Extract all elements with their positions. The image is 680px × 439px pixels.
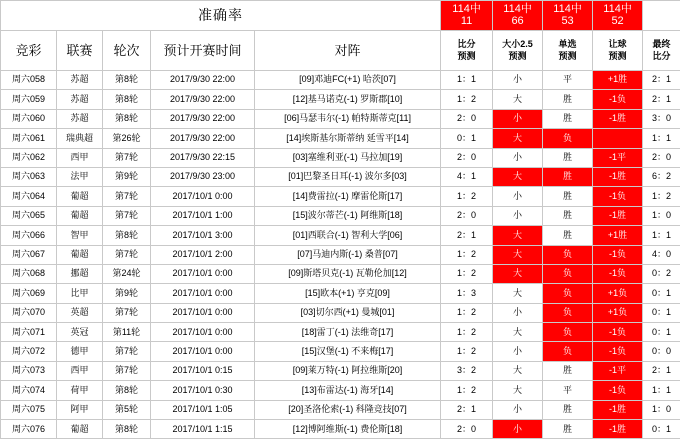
cell-single-prediction: 胜	[543, 206, 593, 225]
cell-over-under-prediction: 大	[493, 381, 543, 400]
cell-score-prediction: 2：1	[441, 226, 493, 245]
cell-final-score: 0：2	[643, 264, 680, 283]
cell-kickoff-time: 2017/10/1 0:00	[151, 284, 255, 303]
accuracy-count-2: 53	[543, 16, 592, 28]
cell-round: 第8轮	[103, 420, 151, 439]
table-row[interactable]	[1, 284, 680, 303]
cell-handicap-prediction: -1负	[593, 90, 643, 109]
cell-score-prediction: 0：1	[441, 129, 493, 148]
header-over-under-prediction: 大小2.5 预测	[493, 31, 543, 71]
cell-score-prediction: 2：0	[441, 420, 493, 439]
table-row[interactable]	[1, 342, 680, 361]
cell-round: 第7轮	[103, 303, 151, 322]
cell-handicap-prediction: +1胜	[593, 71, 643, 90]
cell-round: 第8轮	[103, 71, 151, 90]
cell-kickoff-time: 2017/10/1 3:00	[151, 226, 255, 245]
accuracy-hits-2: 114中	[543, 4, 592, 16]
cell-single-prediction: 负	[543, 245, 593, 264]
accuracy-count-1: 66	[493, 16, 542, 28]
cell-over-under-prediction: 大	[493, 129, 543, 148]
table-row[interactable]	[1, 381, 680, 400]
cell-over-under-prediction: 小	[493, 148, 543, 167]
cell-single-prediction: 胜	[543, 148, 593, 167]
cell-jingcai-id: 周六075	[1, 400, 57, 419]
cell-final-score: 0：0	[643, 342, 680, 361]
cell-jingcai-id: 周六067	[1, 245, 57, 264]
cell-single-prediction: 胜	[543, 226, 593, 245]
cell-round: 第7轮	[103, 342, 151, 361]
cell-jingcai-id: 周六069	[1, 284, 57, 303]
cell-matchup: [03]切尔西(+1) 曼城[01]	[255, 303, 441, 322]
cell-round: 第7轮	[103, 206, 151, 225]
table-row[interactable]	[1, 245, 680, 264]
table-row[interactable]	[1, 206, 680, 225]
header-league: 联赛	[57, 31, 103, 71]
cell-league: 智甲	[57, 226, 103, 245]
cell-matchup: [12]基马诺克(-1) 罗斯郡[10]	[255, 90, 441, 109]
cell-score-prediction: 2：0	[441, 148, 493, 167]
cell-league: 瑞典超	[57, 129, 103, 148]
accuracy-hits-3: 114中	[593, 4, 642, 16]
table-row[interactable]	[1, 323, 680, 342]
cell-score-prediction: 1：2	[441, 245, 493, 264]
cell-score-prediction: 1：1	[441, 71, 493, 90]
cell-handicap-prediction: -1负	[593, 342, 643, 361]
header-final-score: 最终 比分	[643, 31, 680, 71]
cell-over-under-prediction: 大	[493, 284, 543, 303]
table-row[interactable]	[1, 400, 680, 419]
cell-handicap-prediction: -1负	[593, 187, 643, 206]
cell-round: 第7轮	[103, 148, 151, 167]
cell-score-prediction: 3：2	[441, 361, 493, 380]
cell-kickoff-time: 2017/10/1 0:00	[151, 323, 255, 342]
cell-kickoff-time: 2017/10/1 0:30	[151, 381, 255, 400]
cell-handicap-prediction	[593, 129, 643, 148]
cell-over-under-prediction: 小	[493, 420, 543, 439]
cell-score-prediction: 1：2	[441, 90, 493, 109]
cell-over-under-prediction: 小	[493, 71, 543, 90]
cell-single-prediction: 负	[543, 284, 593, 303]
cell-league: 葡超	[57, 187, 103, 206]
cell-kickoff-time: 2017/10/1 1:00	[151, 206, 255, 225]
cell-round: 第7轮	[103, 187, 151, 206]
cell-matchup: [12]博阿维斯(-1) 费伦斯[18]	[255, 420, 441, 439]
cell-kickoff-time: 2017/9/30 22:00	[151, 90, 255, 109]
cell-league: 德甲	[57, 342, 103, 361]
cell-kickoff-time: 2017/9/30 22:15	[151, 148, 255, 167]
cell-matchup: [14]费雷拉(-1) 摩雷伦斯[17]	[255, 187, 441, 206]
cell-matchup: [09]斯塔贝克(-1) 瓦勒伦加[12]	[255, 264, 441, 283]
cell-jingcai-id: 周六059	[1, 90, 57, 109]
cell-final-score: 3：0	[643, 109, 680, 128]
cell-single-prediction: 胜	[543, 400, 593, 419]
cell-final-score: 2：1	[643, 361, 680, 380]
cell-handicap-prediction: -1胜	[593, 167, 643, 186]
cell-jingcai-id: 周六073	[1, 361, 57, 380]
accuracy-hits-1: 114中	[493, 4, 542, 16]
cell-single-prediction: 胜	[543, 420, 593, 439]
cell-jingcai-id: 周六071	[1, 323, 57, 342]
cell-jingcai-id: 周六070	[1, 303, 57, 322]
cell-kickoff-time: 2017/9/30 22:00	[151, 71, 255, 90]
cell-over-under-prediction: 小	[493, 400, 543, 419]
cell-over-under-prediction: 大	[493, 226, 543, 245]
cell-matchup: [14]埃斯基尔斯蒂纳 延雪平[14]	[255, 129, 441, 148]
cell-matchup: [20]圣洛伦索(-1) 科隆竞技[07]	[255, 400, 441, 419]
cell-score-prediction: 2：1	[441, 400, 493, 419]
cell-handicap-prediction: -1平	[593, 148, 643, 167]
cell-league: 葡超	[57, 245, 103, 264]
cell-league: 葡超	[57, 420, 103, 439]
table-row[interactable]	[1, 264, 680, 283]
cell-round: 第8轮	[103, 381, 151, 400]
cell-kickoff-time: 2017/10/1 0:00	[151, 264, 255, 283]
cell-final-score: 6：2	[643, 167, 680, 186]
header-single-prediction: 单选 预测	[543, 31, 593, 71]
cell-final-score: 0：1	[643, 303, 680, 322]
cell-over-under-prediction: 大	[493, 361, 543, 380]
table-row[interactable]	[1, 420, 680, 439]
cell-handicap-prediction: -1胜	[593, 420, 643, 439]
cell-single-prediction: 负	[543, 303, 593, 322]
cell-matchup: [15]欧本(+1) 亨克[09]	[255, 284, 441, 303]
cell-over-under-prediction: 大	[493, 90, 543, 109]
cell-final-score: 2：1	[643, 71, 680, 90]
table-row[interactable]	[1, 71, 680, 90]
cell-round: 第26轮	[103, 129, 151, 148]
cell-score-prediction: 1：2	[441, 264, 493, 283]
cell-final-score: 1：1	[643, 381, 680, 400]
cell-final-score: 4：0	[643, 245, 680, 264]
cell-over-under-prediction: 大	[493, 323, 543, 342]
cell-over-under-prediction: 大	[493, 264, 543, 283]
cell-handicap-prediction: -1负	[593, 264, 643, 283]
cell-matchup: [15]波尔蒂芒(-1) 阿维斯[18]	[255, 206, 441, 225]
cell-final-score: 2：1	[643, 90, 680, 109]
cell-league: 英超	[57, 303, 103, 322]
cell-kickoff-time: 2017/10/1 1:05	[151, 400, 255, 419]
cell-league: 法甲	[57, 167, 103, 186]
header-score-prediction: 比分 预测	[441, 31, 493, 71]
cell-single-prediction: 平	[543, 381, 593, 400]
cell-round: 第8轮	[103, 226, 151, 245]
cell-round: 第7轮	[103, 245, 151, 264]
cell-jingcai-id: 周六062	[1, 148, 57, 167]
cell-league: 挪超	[57, 264, 103, 283]
cell-handicap-prediction: -1胜	[593, 400, 643, 419]
cell-jingcai-id: 周六074	[1, 381, 57, 400]
cell-single-prediction: 胜	[543, 109, 593, 128]
cell-matchup: [01]西联合(-1) 智利大学[06]	[255, 226, 441, 245]
cell-matchup: [15]汉堡(-1) 不来梅[17]	[255, 342, 441, 361]
cell-jingcai-id: 周六066	[1, 226, 57, 245]
cell-score-prediction: 1：2	[441, 187, 493, 206]
page-title: 准确率	[1, 1, 441, 31]
cell-jingcai-id: 周六072	[1, 342, 57, 361]
accuracy-spacer	[643, 1, 680, 31]
cell-final-score: 0：1	[643, 420, 680, 439]
cell-score-prediction: 1：2	[441, 342, 493, 361]
cell-score-prediction: 1：2	[441, 381, 493, 400]
cell-jingcai-id: 周六068	[1, 264, 57, 283]
accuracy-band	[1, 1, 680, 31]
table-row[interactable]	[1, 90, 680, 109]
cell-jingcai-id: 周六063	[1, 167, 57, 186]
cell-jingcai-id: 周六060	[1, 109, 57, 128]
header-jingcai: 竞彩	[1, 31, 57, 71]
cell-league: 苏超	[57, 71, 103, 90]
cell-league: 英冠	[57, 323, 103, 342]
header-handicap-prediction: 让球 预测	[593, 31, 643, 71]
cell-round: 第11轮	[103, 323, 151, 342]
cell-matchup: [03]塞维利亚(-1) 马拉加[19]	[255, 148, 441, 167]
cell-league: 西甲	[57, 361, 103, 380]
cell-single-prediction: 胜	[543, 187, 593, 206]
cell-round: 第7轮	[103, 361, 151, 380]
cell-score-prediction: 4：1	[441, 167, 493, 186]
cell-single-prediction: 胜	[543, 90, 593, 109]
cell-single-prediction: 负	[543, 342, 593, 361]
cell-handicap-prediction: -1负	[593, 323, 643, 342]
cell-league: 苏超	[57, 90, 103, 109]
cell-final-score: 1：1	[643, 129, 680, 148]
cell-league: 比甲	[57, 284, 103, 303]
cell-kickoff-time: 2017/10/1 2:00	[151, 245, 255, 264]
table-row[interactable]	[1, 129, 680, 148]
accuracy-count-3: 52	[593, 16, 642, 28]
cell-round: 第8轮	[103, 90, 151, 109]
accuracy-cell-2	[543, 1, 593, 31]
cell-handicap-prediction: -1平	[593, 361, 643, 380]
cell-single-prediction: 负	[543, 323, 593, 342]
cell-over-under-prediction: 小	[493, 109, 543, 128]
cell-kickoff-time: 2017/10/1 0:15	[151, 361, 255, 380]
cell-over-under-prediction: 大	[493, 167, 543, 186]
cell-league: 苏超	[57, 109, 103, 128]
cell-matchup: [09]莱万特(-1) 阿拉维斯[20]	[255, 361, 441, 380]
cell-matchup: [06]马瑟韦尔(-1) 帕特斯蒂克[11]	[255, 109, 441, 128]
cell-over-under-prediction: 大	[493, 245, 543, 264]
table-row[interactable]	[1, 167, 680, 186]
cell-handicap-prediction: -1胜	[593, 206, 643, 225]
cell-over-under-prediction: 小	[493, 342, 543, 361]
table-row[interactable]	[1, 361, 680, 380]
cell-jingcai-id: 周六064	[1, 187, 57, 206]
cell-league: 荷甲	[57, 381, 103, 400]
cell-final-score: 0：1	[643, 284, 680, 303]
cell-handicap-prediction: -1胜	[593, 109, 643, 128]
cell-round: 第5轮	[103, 400, 151, 419]
table-header-row	[1, 31, 680, 71]
cell-single-prediction: 负	[543, 129, 593, 148]
cell-round: 第9轮	[103, 284, 151, 303]
cell-kickoff-time: 2017/9/30 23:00	[151, 167, 255, 186]
cell-jingcai-id: 周六058	[1, 71, 57, 90]
table-row[interactable]	[1, 303, 680, 322]
cell-single-prediction: 负	[543, 264, 593, 283]
cell-matchup: [18]雷丁(-1) 法维奇[17]	[255, 323, 441, 342]
cell-score-prediction: 1：3	[441, 284, 493, 303]
table-body	[1, 71, 680, 439]
cell-league: 阿甲	[57, 400, 103, 419]
header-round: 轮次	[103, 31, 151, 71]
cell-league: 葡超	[57, 206, 103, 225]
cell-handicap-prediction: -1负	[593, 245, 643, 264]
accuracy-cell-0	[441, 1, 493, 31]
cell-score-prediction: 2：0	[441, 109, 493, 128]
cell-kickoff-time: 2017/10/1 0:00	[151, 342, 255, 361]
cell-league: 西甲	[57, 148, 103, 167]
cell-handicap-prediction: +1负	[593, 284, 643, 303]
cell-final-score: 1：0	[643, 400, 680, 419]
cell-over-under-prediction: 小	[493, 303, 543, 322]
cell-handicap-prediction: -1负	[593, 381, 643, 400]
cell-single-prediction: 胜	[543, 167, 593, 186]
table-row[interactable]	[1, 226, 680, 245]
cell-matchup: [01]巴黎圣日耳(-1) 波尔多[03]	[255, 167, 441, 186]
cell-over-under-prediction: 小	[493, 187, 543, 206]
cell-final-score: 1：2	[643, 187, 680, 206]
cell-jingcai-id: 周六065	[1, 206, 57, 225]
cell-jingcai-id: 周六076	[1, 420, 57, 439]
cell-round: 第8轮	[103, 109, 151, 128]
cell-handicap-prediction: +1胜	[593, 226, 643, 245]
cell-matchup: [13]布雷达(-1) 海牙[14]	[255, 381, 441, 400]
cell-final-score: 2：0	[643, 148, 680, 167]
cell-score-prediction: 1：2	[441, 303, 493, 322]
table-row[interactable]	[1, 109, 680, 128]
cell-kickoff-time: 2017/9/30 22:00	[151, 129, 255, 148]
cell-round: 第24轮	[103, 264, 151, 283]
cell-kickoff-time: 2017/10/1 0:00	[151, 187, 255, 206]
cell-round: 第9轮	[103, 167, 151, 186]
cell-matchup: [09]邓迪FC(+1) 哈茨[07]	[255, 71, 441, 90]
cell-matchup: [07]马迪内斯(-1) 桑普[07]	[255, 245, 441, 264]
cell-kickoff-time: 2017/10/1 0:00	[151, 303, 255, 322]
cell-kickoff-time: 2017/10/1 1:15	[151, 420, 255, 439]
table-row[interactable]	[1, 187, 680, 206]
table-row[interactable]	[1, 148, 680, 167]
header-kickoff-time: 预计开赛时间	[151, 31, 255, 71]
cell-single-prediction: 胜	[543, 361, 593, 380]
cell-kickoff-time: 2017/9/30 22:00	[151, 109, 255, 128]
cell-final-score: 1：1	[643, 226, 680, 245]
accuracy-cell-1	[493, 1, 543, 31]
cell-single-prediction: 平	[543, 71, 593, 90]
accuracy-hits-0: 114中	[441, 4, 492, 16]
cell-final-score: 1：0	[643, 206, 680, 225]
cell-over-under-prediction: 小	[493, 206, 543, 225]
cell-handicap-prediction: +1负	[593, 303, 643, 322]
cell-jingcai-id: 周六061	[1, 129, 57, 148]
accuracy-count-0: 11	[441, 16, 492, 28]
cell-final-score: 0：1	[643, 323, 680, 342]
cell-score-prediction: 1：2	[441, 323, 493, 342]
accuracy-cell-3	[593, 1, 643, 31]
header-matchup: 对阵	[255, 31, 441, 71]
cell-score-prediction: 2：0	[441, 206, 493, 225]
